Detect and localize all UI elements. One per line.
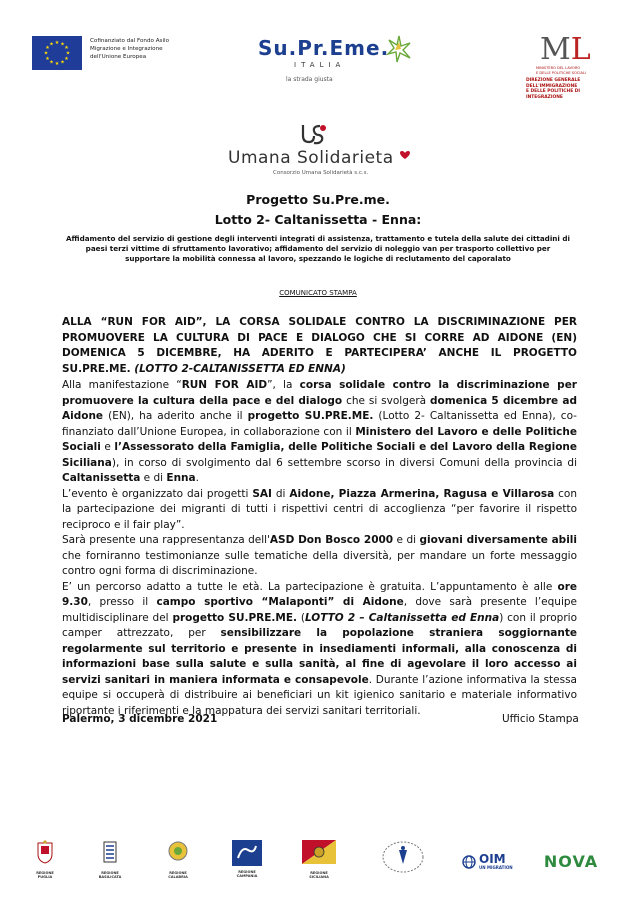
campania-logo-icon — [232, 840, 262, 866]
eu-flag-logo — [32, 36, 82, 70]
ministry-ml-mark: ML — [540, 32, 591, 67]
ministry-direzione: DIREZIONE GENERALE DELL'IMMIGRAZIONE E DELLE POLITICHE DI INTEGRAZIONE — [526, 78, 581, 100]
project-description: Affidamento del servizio di gestione degli interventi integrati di assistenza, trattamento e tutela della salute dei cittadini di paesi terzi vittime di sfruttamento lavorativo; affidamento del servizio di noleggio van per trasporto collettivo per supportare la mobilità connessa al lavoro, spezzando le logiche di reclutamento del caporalato — [65, 234, 570, 263]
svg-text:★: ★ — [49, 41, 54, 48]
article-body — [62, 378, 577, 719]
svg-text:★: ★ — [65, 50, 71, 57]
footer-calabria: REGIONE CALABRIA — [164, 840, 192, 879]
place-date: Palermo, 3 dicembre 2021 — [62, 713, 218, 725]
svg-text:★: ★ — [49, 59, 54, 66]
umana-heart-icon — [398, 150, 412, 160]
supreme-logo — [248, 32, 408, 84]
eu-cofinancing-text: Cofinanziato dal Fondo Asilo Migrazione e Integrazione dell'Unione Europea — [90, 38, 170, 60]
oim-name: OIM — [479, 852, 506, 866]
project-title: Progetto Su.Pre.me. — [246, 192, 390, 207]
svg-text:★: ★ — [54, 40, 60, 46]
svg-text:★: ★ — [45, 56, 50, 62]
svg-text:★: ★ — [54, 61, 60, 67]
footer-puglia: REGIONE PUGLIA — [34, 840, 56, 879]
ministry-name: MINISTERO DEL LAVORO E DELLE POLITICHE SOCIALI — [536, 66, 587, 75]
footer-logos — [0, 840, 636, 884]
oim-globe-icon — [462, 855, 476, 869]
sicilia-flag-icon — [302, 840, 336, 864]
paragraph-4: E’ un percorso adatto a tutte le età. La partecipazione è gratuita. L’appuntamento è alle ore 9.30, presso il campo sportivo “Malaponti” di Aidone, dove sarà presente l’equipe multidisciplinare del progetto SU.PRE.ME. (LOTTO 2 – Caltanissetta ed Enna) con il proprio camper attrezzato, per sensibilizzare la popolazione straniera soggiornante regolarmente sul territorio e presente in insediamenti informali, alla conoscenza di informazioni base sulla salute e sulla sanità, al fine di agevolare il loro accesso ai servizi sanitari in maniera informata e consapevole. Durante l’azione informativa la stessa equipe si occuperà di distribuire ai beneficiari un kit igienico sanitario e materiale informativo riportante i riferimenti e la mappatura dei servizi sanitari territoriali. — [62, 580, 578, 717]
footer-oim — [462, 840, 522, 870]
umana-logo-icon — [300, 122, 328, 148]
calabria-crest-icon — [167, 840, 189, 864]
basilicata-crest-icon — [103, 840, 117, 864]
footer-nova — [543, 840, 599, 871]
nova-logo: NOVA — [543, 852, 599, 871]
footer-caritas-seal — [380, 840, 426, 878]
supreme-title: Su.Pr.Eme. — [258, 36, 390, 60]
lot-title: Lotto 2- Caltanissetta - Enna: — [214, 212, 422, 227]
umana-subtitle: Consorzio Umana Solidarietà s.c.s. — [273, 170, 369, 176]
ministry-logo — [526, 30, 616, 100]
oim-subtitle: UN MIGRATION — [479, 865, 513, 870]
footer-basilicata: REGIONE BASILICATA — [96, 840, 124, 879]
supreme-tagline: la strada giusta — [286, 76, 333, 83]
paragraph-1: Alla manifestazione “RUN FOR AID”, la corsa solidale contro la discriminazione per promuovere la cultura della pace e del dialogo che si svolgerà domenica 5 dicembre ad Aidone (EN), ha aderito anche il progetto SU.PRE.ME. (Lotto 2- Caltanissetta ed Enna), co-finanziato dall’Unione Europea, in collaborazione con il Ministero del Lavoro e delle Politiche Sociali e l’Assessorato della Famiglia, delle Politiche Sociali e del Lavoro della Regione Siciliana), in corso di svolgimento dal 6 settembre scorso in diversi Comuni della provincia di Caltanissetta e di Enna. — [62, 379, 578, 484]
round-seal-logo-icon — [381, 840, 425, 874]
svg-text:★: ★ — [60, 41, 65, 48]
svg-text:★: ★ — [43, 50, 49, 57]
paragraph-2: L’evento è organizzato dai progetti SAI di Aidone, Piazza Armerina, Ragusa e Villarosa con la partecipazione dei migranti di tutti i rispettivi centri di accoglienza “per favorire il rispetto reciproco e il fair play”. — [62, 487, 577, 531]
svg-text:★: ★ — [64, 56, 69, 62]
press-office: Ufficio Stampa — [502, 713, 579, 725]
press-release-label: COMUNICATO STAMPA — [279, 289, 357, 297]
footer-sicilia: REGIONE SICILIANA — [302, 840, 336, 879]
puglia-crest-icon — [37, 840, 53, 864]
footer-campania: REGIONE CAMPANIA — [232, 840, 262, 878]
supreme-country: ITALIA — [294, 61, 346, 69]
headline: ALLA “RUN FOR AID”, LA CORSA SOLIDALE CONTRO LA DISCRIMINAZIONE PER PROMUOVERE LA CULTURA DI PACE E DIALOGO CHE SI CORRE AD AIDONE (EN) DOMENICA 5 DICEMBRE, HA ADERITO E PARTECIPERA’ ANCHE IL PROGETTO SU.PRE.ME. (LOTTO 2-CALTANISSETTA ED ENNA) — [62, 316, 577, 375]
svg-text:★: ★ — [64, 45, 69, 51]
umana-name: Umana Solidarieta — [228, 148, 394, 168]
supreme-star-icon — [386, 34, 412, 64]
svg-text:★: ★ — [60, 59, 65, 66]
svg-text:★: ★ — [45, 45, 50, 51]
paragraph-3: Sarà presente una rappresentanza dell'ASD Don Bosco 2000 e di giovani diversamente abili che forniranno testimonianze sulle tematiche della diversità, per mandare un forte messaggio contro ogni forma di discriminazione. — [62, 534, 577, 577]
